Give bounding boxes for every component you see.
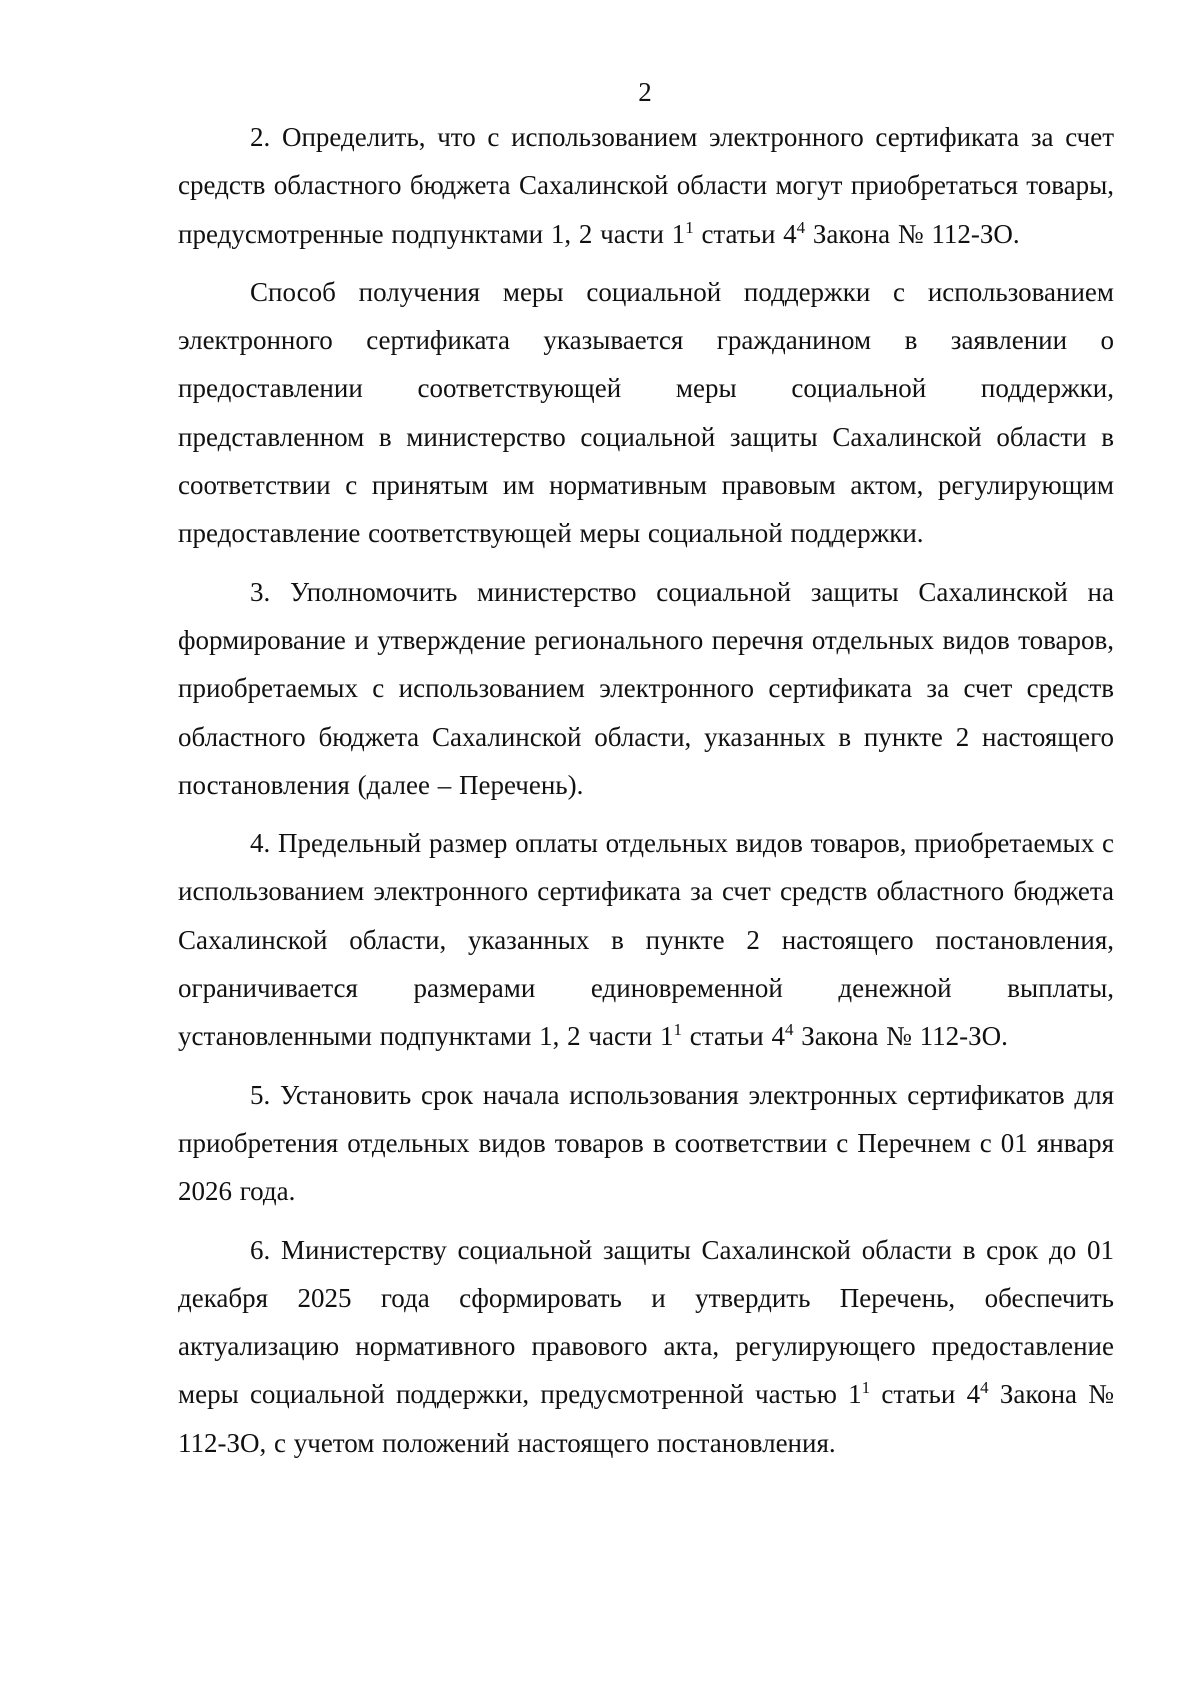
- paragraph-text: статьи 4: [681, 1021, 785, 1052]
- superscript: 4: [796, 217, 806, 237]
- paragraph-text: Способ получения меры социальной поддержки с использованием электронного сертификата указывается гражданином в заявлении о предоставлении соответствующей меры социальной поддержки, представленном в министерство социальной защиты Сахалинской области в соответствии с принятым им нормативным правовым актом, регулирующим предоставление соответствующей меры социальной поддержки.: [178, 276, 1114, 549]
- superscript: 1: [861, 1378, 871, 1398]
- paragraph-6: [178, 1226, 1114, 1467]
- paragraph-4: [178, 819, 1114, 1060]
- paragraph-text: статьи 4: [870, 1379, 981, 1410]
- superscript: 1: [685, 217, 694, 237]
- paragraph-text: 3. Уполномочить министерство социальной защиты Сахалинской на формирование и утверждение регионального перечня отдельных видов товаров, приобретаемых с использованием электронного сертификата за счет средств областного бюджета Сахалинской области, указанных в пункте 2 настоящего постановления (далее – Перечень).: [178, 576, 1114, 800]
- paragraph-text: 4. Предельный размер оплаты отдельных видов товаров, приобретаемых с использованием электронного сертификата за счет средств областного бюджета Сахалинской области, указанных в пункте 2 настоящего постановления, ограничивается размерами единовременной денежной выплаты, установленными подпунктами 1, 2 части 1: [178, 828, 1114, 1052]
- paragraph-3: [178, 568, 1114, 809]
- paragraph-text: статьи 4: [693, 218, 797, 249]
- paragraph-text: Закона № 112-ЗО, с учетом положений настоящего постановления.: [178, 1379, 1115, 1458]
- paragraph-text: 6. Министерству социальной защиты Сахалинской области в срок до 01 декабря 2025 года сформировать и утвердить Перечень, обеспечить актуализацию нормативного правового акта, регулирующего предоставление меры социальной поддержки, предусмотренной частью 1: [178, 1234, 1114, 1410]
- page-number: 2: [638, 77, 652, 107]
- superscript: 4: [784, 1020, 794, 1040]
- document-body: [178, 113, 1114, 1477]
- paragraph-text: Закона № 112-ЗО.: [793, 1021, 1008, 1052]
- superscript: 4: [980, 1378, 989, 1398]
- paragraph-5: [178, 1071, 1114, 1216]
- paragraph-method: [178, 268, 1114, 558]
- paragraph-text: 5. Установить срок начала использования электронных сертификатов для приобретения отдельных видов товаров в соответствии с Перечнем с 01 января 2026 года.: [178, 1079, 1114, 1207]
- superscript: 1: [673, 1020, 682, 1040]
- paragraph-2: [178, 113, 1114, 258]
- paragraph-text: Закона № 112-ЗО.: [805, 218, 1020, 249]
- paragraph-text: 2. Определить, что с использованием электронного сертификата за счет средств областного бюджета Сахалинской области могут приобретаться товары, предусмотренные подпунктами 1, 2 части 1: [178, 122, 1114, 249]
